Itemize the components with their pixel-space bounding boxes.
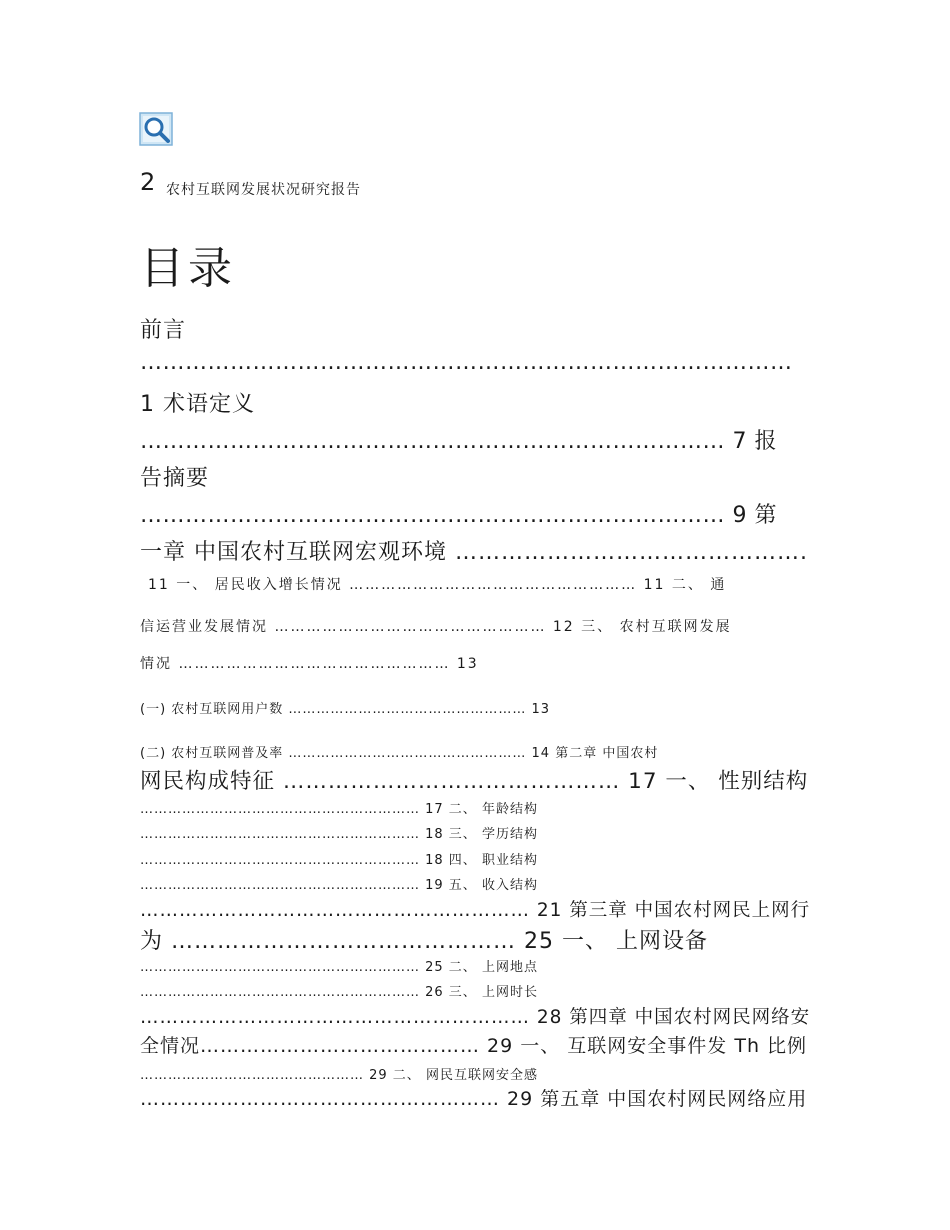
toc-entry-ch1-sub1: (一) 农村互联网用户数 …………………………………………… 13 bbox=[140, 702, 551, 717]
toc-entry-chapter3-cont: 为 ……………………………………… 25 一、 上网设备 bbox=[140, 929, 708, 954]
toc-entry-ch4-sec1: ………………………………………… 29 二、 网民互联网安全感 bbox=[140, 1068, 538, 1083]
toc-entry-chapter4: …………………………………………………… 28 第四章 中国农村网民网络安 bbox=[140, 1007, 811, 1028]
document-title: 农村互联网发展状况研究报告 bbox=[166, 182, 361, 198]
toc-entry-summary: 告摘要 bbox=[140, 466, 210, 491]
search-document-icon bbox=[139, 112, 173, 146]
toc-entry-ch3-sec2: …………………………………………………… 26 三、 上网时长 bbox=[140, 985, 538, 1000]
toc-dots-line: …………………………………………………………………………… bbox=[140, 350, 793, 375]
toc-entry-ch2-sec4: …………………………………………………… 19 五、 收入结构 bbox=[140, 878, 538, 893]
toc-entry-terms-page: …………………………………………………………………… 7 报 bbox=[140, 429, 777, 454]
page-number: 2 bbox=[140, 168, 156, 196]
toc-entry-chapter2: 网民构成特征 ……………………………………… 17 一、 性别结构 bbox=[140, 769, 809, 794]
toc-entry-terms: 1 术语定义 bbox=[140, 392, 255, 417]
toc-entry-ch1-sec3: 情况 …………………………………………… 13 bbox=[140, 656, 479, 672]
toc-entry-chapter1: 一章 中国农村互联网宏观环境 ………………………………………. bbox=[140, 540, 808, 565]
toc-entry-ch1-sub2: (二) 农村互联网普及率 …………………………………………… 14 第二章 中国农村 bbox=[140, 746, 659, 761]
toc-title: 目录 bbox=[140, 243, 236, 294]
toc-entry-chapter3: …………………………………………………… 21 第三章 中国农村网民上网行 bbox=[140, 900, 811, 921]
toc-entry-ch2-sec2: …………………………………………………… 18 三、 学历结构 bbox=[140, 827, 538, 842]
toc-entry-ch3-sec1: …………………………………………………… 25 二、 上网地点 bbox=[140, 960, 538, 975]
toc-entry-preface: 前言 bbox=[140, 318, 187, 343]
toc-entry-summary-page: …………………………………………………………………… 9 第 bbox=[140, 503, 777, 528]
toc-entry-ch2-sec3: …………………………………………………… 18 四、 职业结构 bbox=[140, 853, 538, 868]
toc-entry-chapter5: ……………………………………………… 29 第五章 中国农村网民网络应用 bbox=[140, 1088, 808, 1110]
toc-entry-chapter4-cont: 全情况…………………………………… 29 一、 互联网安全事件发 Th 比例 bbox=[140, 1035, 808, 1057]
toc-entry-ch1-sections-cont: 信运营业发展情况 …………………………………………… 12 三、 农村互联网发展 bbox=[140, 619, 732, 635]
toc-entry-ch2-sec1: …………………………………………………… 17 二、 年龄结构 bbox=[140, 802, 538, 817]
toc-entry-ch1-sections: 11 一、 居民收入增长情况 ……………………………………………… 11 二、 通 bbox=[148, 577, 727, 593]
